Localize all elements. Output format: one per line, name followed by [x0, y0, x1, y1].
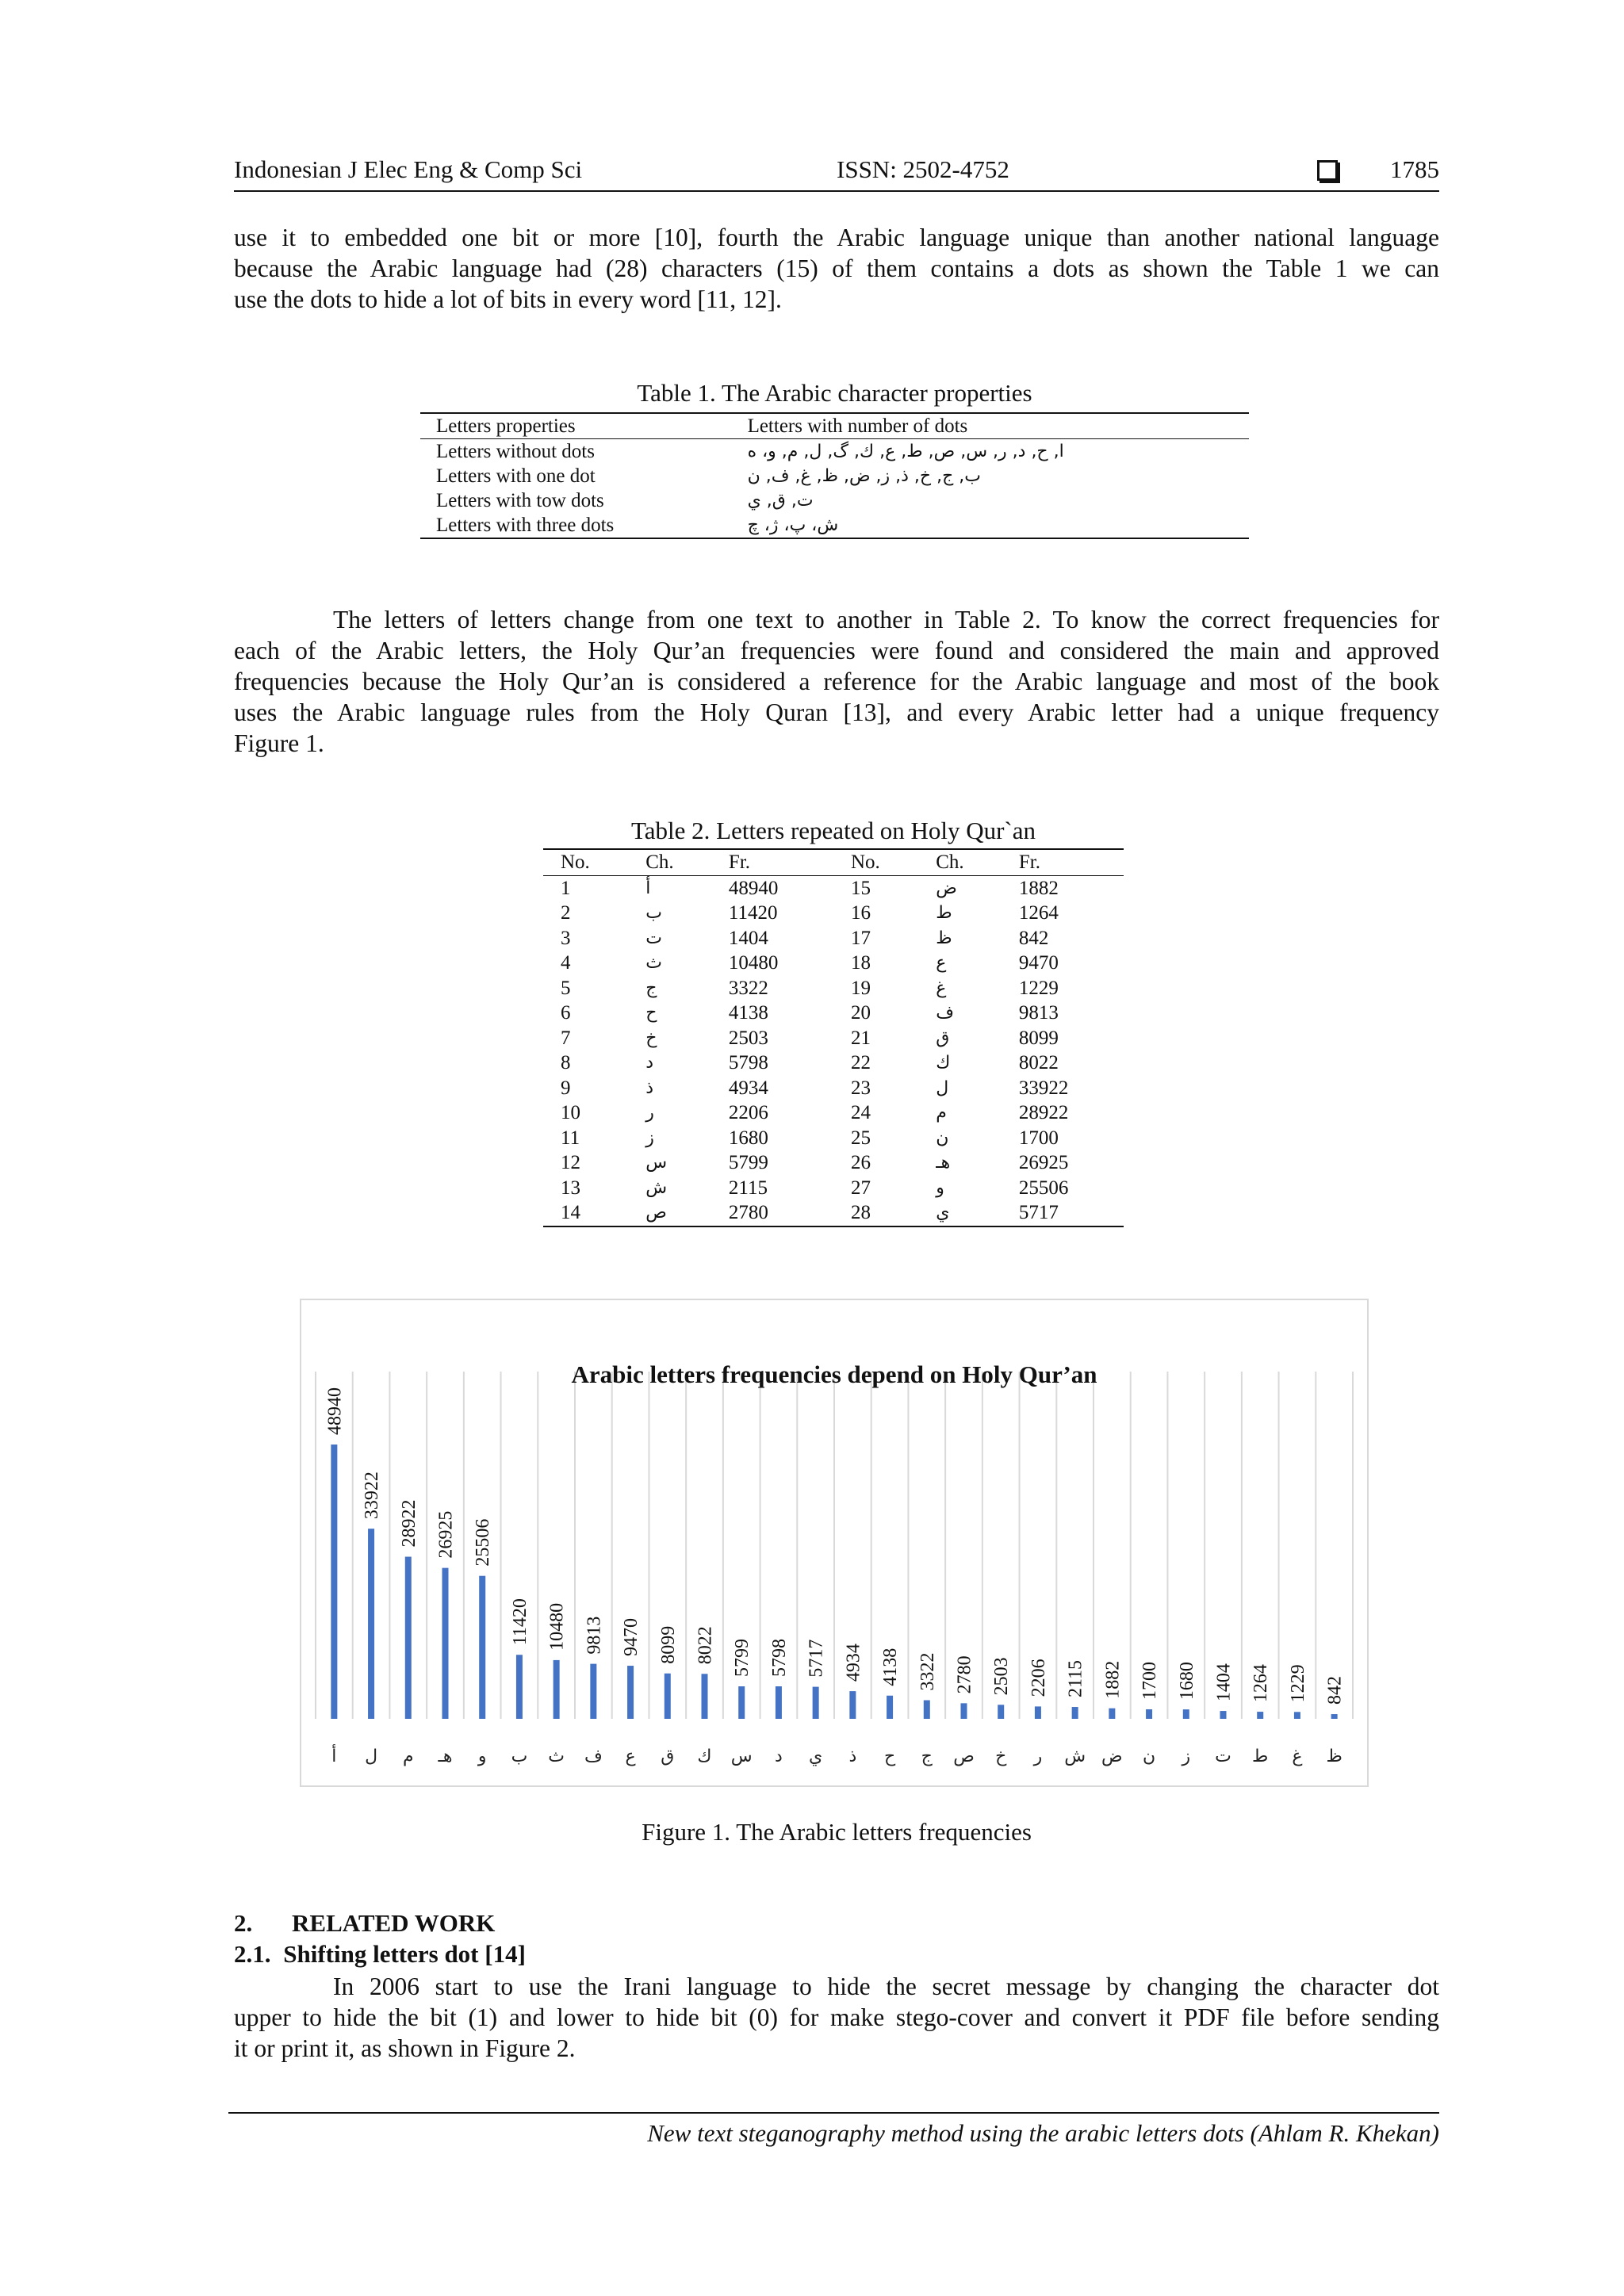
data-label: 2115 — [1065, 1659, 1086, 1698]
table-cell: 33922 — [1018, 1077, 1069, 1099]
page-number: 1785 — [1390, 155, 1439, 183]
table-row — [543, 1126, 1124, 1151]
table-cell: ص — [645, 1203, 667, 1223]
category-label: ع — [625, 1747, 636, 1766]
table-row — [543, 1001, 1124, 1026]
table-cell: Letters with one dot — [436, 465, 596, 487]
table-row — [543, 1200, 1124, 1226]
body-paragraph — [234, 604, 1439, 759]
category-label: ش — [1064, 1747, 1086, 1766]
data-label: 5799 — [732, 1639, 753, 1678]
table-cell: 1700 — [1018, 1127, 1059, 1149]
bar — [1183, 1709, 1189, 1719]
data-label: 10480 — [546, 1602, 568, 1651]
category-label: ج — [921, 1747, 933, 1766]
table-cell: 9 — [561, 1077, 571, 1099]
table-cell: ع — [936, 953, 947, 973]
category-label: ر — [1033, 1747, 1043, 1766]
category-label: ب — [511, 1747, 528, 1766]
table-cell: ل — [936, 1077, 949, 1098]
bar — [961, 1703, 967, 1719]
bar — [702, 1674, 708, 1719]
table-cell: ش، پ، ژ، چ — [747, 515, 839, 535]
table-header-cell: No. — [850, 851, 880, 873]
table-cell: 25 — [850, 1127, 871, 1149]
table-cell: 26 — [850, 1152, 871, 1173]
data-label: 25506 — [473, 1518, 494, 1567]
table-cell: 17 — [850, 927, 871, 949]
table-row — [543, 926, 1124, 951]
category-label: ض — [1101, 1747, 1123, 1766]
category-label: خ — [995, 1747, 1007, 1766]
table-cell: 10480 — [728, 952, 779, 974]
intro-paragraph — [234, 222, 1439, 315]
table-cell: أ — [645, 878, 651, 898]
data-label: 5717 — [806, 1639, 827, 1678]
bar — [516, 1655, 523, 1719]
text-line: In 2006 start to use the Irani language to hide the secret message by changing the character dot — [333, 1973, 1439, 2000]
table-cell: ح — [645, 1003, 657, 1023]
table-cell: 22 — [850, 1052, 871, 1073]
table-cell: ذ — [645, 1077, 654, 1098]
data-label: 48940 — [324, 1387, 346, 1435]
data-label: 1700 — [1139, 1661, 1161, 1700]
bar — [1035, 1706, 1041, 1719]
table-row — [420, 488, 1249, 513]
bar — [590, 1664, 596, 1719]
table-cell: 8099 — [1018, 1027, 1059, 1049]
data-label: 3322 — [917, 1652, 938, 1691]
table-row — [543, 1176, 1124, 1201]
table-cell: 8 — [561, 1052, 571, 1073]
text-line: each of the Arabic letters, the Holy Qur’an frequencies were found and considered the main and approved — [234, 637, 1439, 664]
table-cell: ن — [936, 1127, 949, 1148]
table-cell: 5799 — [728, 1152, 768, 1173]
table-cell: 25506 — [1018, 1177, 1069, 1199]
data-label: 1680 — [1176, 1662, 1197, 1701]
table-cell: ظ — [936, 928, 952, 948]
table-cell: ض — [936, 878, 957, 898]
table-cell: 11 — [561, 1127, 580, 1149]
table-cell: 2780 — [728, 1202, 768, 1223]
text-line: because the Arabic language had (28) characters (15) of them contains a dots as shown the Table 1 we can — [234, 254, 1439, 282]
data-label: 5798 — [768, 1639, 790, 1678]
bar — [1146, 1709, 1152, 1719]
section-number: 2. — [234, 1909, 253, 1937]
table-row — [543, 1050, 1124, 1076]
data-label: 8022 — [695, 1626, 716, 1665]
table-row — [543, 1150, 1124, 1176]
table-cell: 842 — [1018, 927, 1049, 949]
data-label: 9813 — [584, 1616, 605, 1655]
table-row — [543, 1076, 1124, 1101]
data-label: 9470 — [621, 1618, 642, 1657]
table-cell: 3322 — [728, 977, 768, 999]
data-label: 26925 — [435, 1510, 457, 1559]
table-cell: 4934 — [728, 1077, 768, 1099]
table-header-cell: Fr. — [728, 851, 751, 873]
table-header-cell: Fr. — [1018, 851, 1040, 873]
table-cell: 21 — [850, 1027, 871, 1049]
table-cell: د — [645, 1053, 654, 1073]
category-label: غ — [1292, 1747, 1303, 1766]
data-label: 2780 — [954, 1655, 975, 1694]
running-header — [234, 155, 1439, 190]
table-cell: 19 — [850, 977, 871, 999]
bar — [331, 1445, 337, 1719]
bar — [998, 1705, 1004, 1719]
category-label: د — [775, 1747, 783, 1766]
table-cell: 8022 — [1018, 1052, 1059, 1073]
table-cell: ت, ق, ي — [747, 491, 814, 511]
table-cell: 11420 — [728, 902, 778, 924]
table-cell: ث — [645, 953, 662, 973]
text-line: it or print it, as shown in Figure 2. — [234, 2034, 576, 2062]
table-header-cell: Ch. — [645, 851, 674, 873]
bar — [1331, 1714, 1338, 1719]
table-cell: خ — [645, 1027, 657, 1048]
bar — [813, 1687, 819, 1719]
category-label: س — [730, 1747, 753, 1766]
data-label: 1229 — [1287, 1664, 1308, 1703]
table-cell: 23 — [850, 1077, 871, 1099]
bar — [405, 1557, 412, 1719]
table-cell: 20 — [850, 1002, 871, 1024]
category-label: ت — [1215, 1747, 1231, 1766]
table-cell: 15 — [850, 877, 871, 899]
category-label: م — [402, 1747, 414, 1766]
table-cell: 4 — [561, 952, 571, 974]
figure-caption: Figure 1. The Arabic letters frequencies — [642, 1818, 1032, 1846]
bar — [1109, 1709, 1115, 1719]
table-cell: 2 — [561, 902, 571, 924]
data-label: 11420 — [509, 1598, 530, 1646]
table-cell: ش — [645, 1177, 668, 1198]
table-cell: 24 — [850, 1102, 871, 1123]
category-label: ظ — [1326, 1747, 1342, 1766]
table-cell: 1882 — [1018, 877, 1059, 899]
table-cell: 13 — [561, 1177, 580, 1199]
bar — [665, 1674, 671, 1719]
data-label: 33922 — [362, 1471, 383, 1520]
category-label: ق — [661, 1747, 675, 1766]
data-label: 4934 — [843, 1644, 864, 1682]
category-label: ك — [697, 1747, 712, 1766]
category-label: ي — [809, 1747, 823, 1766]
table-cell: ي — [936, 1203, 950, 1223]
table-row — [420, 513, 1249, 538]
table-cell: 5717 — [1018, 1202, 1059, 1223]
table-cell: ق — [936, 1027, 950, 1048]
table-cell: ا, ح, د, ر, س, ص, ط, ع, ك, گ, ل, م, و، ه — [747, 442, 1064, 461]
table-cell: 18 — [850, 952, 871, 974]
subsection-number: 2.1. — [234, 1940, 271, 1968]
bar — [924, 1701, 930, 1719]
table-cell: ز — [645, 1127, 654, 1148]
table-cell: ج — [645, 978, 657, 998]
text-line: Figure 1. — [234, 729, 324, 757]
table-row — [543, 1026, 1124, 1051]
table-cell: م — [936, 1103, 947, 1123]
bar — [553, 1660, 560, 1719]
category-label: ذ — [848, 1747, 857, 1766]
subsection-title: Shifting letters dot [14] — [283, 1940, 526, 1968]
table-cell: Letters with tow dots — [436, 490, 604, 511]
table-cell: و — [936, 1177, 944, 1198]
table-cell: غ — [936, 978, 947, 998]
table-cell: 27 — [850, 1177, 871, 1199]
data-label: 1882 — [1102, 1660, 1124, 1699]
data-label: 1264 — [1251, 1664, 1272, 1703]
bar — [627, 1666, 634, 1719]
table-cell: 28 — [850, 1202, 871, 1223]
table-row — [420, 464, 1249, 488]
category-label: ط — [1252, 1747, 1269, 1766]
table-cell: 9813 — [1018, 1002, 1059, 1024]
table-cell: 2115 — [728, 1177, 768, 1199]
category-label: ح — [883, 1747, 896, 1766]
data-label: 4138 — [880, 1647, 902, 1686]
bar — [442, 1568, 449, 1719]
table-header-cell: Letters properties — [436, 415, 576, 437]
category-label: ص — [953, 1747, 975, 1766]
table-cell: 48940 — [728, 877, 779, 899]
table-cell: ط — [936, 903, 952, 923]
table1 — [420, 412, 1249, 539]
table-row — [543, 901, 1124, 926]
section-title: RELATED WORK — [292, 1909, 496, 1937]
table-cell: 1264 — [1018, 902, 1059, 924]
table-cell: هـ — [936, 1153, 951, 1173]
bar — [479, 1576, 485, 1719]
category-label: ف — [584, 1747, 603, 1766]
table-cell: ر — [645, 1103, 654, 1123]
data-label: 842 — [1324, 1676, 1346, 1705]
data-label: 2206 — [1028, 1659, 1049, 1697]
table-cell: 1680 — [728, 1127, 768, 1149]
table2-caption: Table 2. Letters repeated on Holy Qur`an — [631, 817, 1036, 844]
category-label: ن — [1142, 1747, 1156, 1766]
table-cell: 2503 — [728, 1027, 768, 1049]
table-row — [543, 1100, 1124, 1126]
table-header-cell: Ch. — [936, 851, 964, 873]
bar — [738, 1686, 745, 1719]
text-line: The letters of letters change from one text to another in Table 2. To know the correct frequencies for — [333, 606, 1439, 633]
table-cell: ف — [936, 1003, 954, 1023]
bar — [887, 1696, 893, 1719]
table-cell: 14 — [561, 1202, 580, 1223]
category-label: ز — [1182, 1747, 1191, 1766]
table-row — [543, 976, 1124, 1001]
running-footer: New text steganography method using the arabic letters dots (Ahlam R. Khekan) — [647, 2119, 1439, 2147]
issn: ISSN: 2502-4752 — [837, 155, 1009, 183]
chart-title: Arabic letters frequencies depend on Holy Qur’an — [571, 1360, 1097, 1388]
category-label: هـ — [438, 1747, 453, 1766]
bar — [1294, 1712, 1300, 1719]
table-cell: 10 — [561, 1102, 580, 1123]
category-label: و — [477, 1747, 487, 1766]
frequency-chart — [300, 1299, 1369, 1787]
bar — [849, 1691, 856, 1719]
table-cell: 6 — [561, 1002, 571, 1024]
bar — [776, 1686, 782, 1719]
table-cell: 16 — [850, 902, 871, 924]
table-cell: Letters without dots — [436, 441, 595, 462]
table-cell: 1 — [561, 877, 571, 899]
bar — [1220, 1711, 1227, 1719]
table-cell: 3 — [561, 927, 571, 949]
category-label: ث — [548, 1747, 565, 1766]
table-cell: 7 — [561, 1027, 571, 1049]
table-cell: ت — [645, 928, 662, 948]
table-cell: 5 — [561, 977, 571, 999]
table-cell: س — [645, 1153, 668, 1173]
data-label: 2503 — [991, 1657, 1013, 1696]
table-cell: 12 — [561, 1152, 580, 1173]
text-line: upper to hide the bit (1) and lower to hide bit (0) for make stego-cover and convert it PDF file before sending — [234, 2003, 1439, 2031]
table-row — [420, 439, 1249, 465]
bar — [1257, 1712, 1263, 1719]
bar — [1072, 1707, 1078, 1719]
text-line: use the dots to hide a lot of bits in every word [11, 12]. — [234, 285, 782, 313]
table-header-row — [420, 413, 1249, 439]
table-cell: Letters with three dots — [436, 515, 615, 536]
table-cell: 2206 — [728, 1102, 768, 1123]
data-label: 28922 — [398, 1499, 419, 1548]
table-header-cell: Letters with number of dots — [747, 415, 968, 437]
data-label: 8099 — [657, 1625, 679, 1664]
footer-rule — [228, 2112, 1439, 2114]
header-rule — [234, 190, 1439, 192]
category-label: أ — [331, 1747, 337, 1766]
bar — [368, 1529, 374, 1719]
text-line: uses the Arabic language rules from the Holy Quran [13], and every Arabic letter had a unique frequency — [234, 698, 1439, 726]
body-paragraph — [234, 1971, 1439, 2064]
text-line: use it to embedded one bit or more [10], fourth the Arabic language unique than another national language — [234, 224, 1439, 251]
table-cell: 5798 — [728, 1052, 768, 1073]
table-header-cell: No. — [561, 851, 590, 873]
text-line: frequencies because the Holy Qur’an is considered a reference for the Arabic language and most of the book — [234, 668, 1439, 695]
table-cell: 28922 — [1018, 1102, 1069, 1123]
chart-svg — [301, 1300, 1367, 1785]
table-row — [543, 875, 1124, 901]
table1-caption: Table 1. The Arabic character properties — [637, 379, 1032, 407]
data-label: 1404 — [1213, 1663, 1235, 1702]
table-cell: 26925 — [1018, 1152, 1069, 1173]
table-cell: 9470 — [1018, 952, 1059, 974]
table-cell: 1404 — [728, 927, 768, 949]
square-bullet-icon — [1317, 160, 1338, 181]
table-cell: ب, ج, خ, ذ, ز, ض, ظ, غ, ف, ن — [747, 466, 982, 486]
table-cell: 4138 — [728, 1002, 768, 1024]
subsection-heading — [234, 1940, 526, 1969]
table-cell: ب — [645, 903, 662, 923]
table-row — [543, 951, 1124, 976]
table-cell: 1229 — [1018, 977, 1059, 999]
journal-name: Indonesian J Elec Eng & Comp Sci — [234, 155, 583, 183]
table-header-row — [543, 849, 1124, 875]
section-heading — [234, 1909, 495, 1938]
table2 — [543, 848, 1124, 1227]
category-label: ل — [365, 1747, 378, 1766]
table-cell: ك — [936, 1053, 951, 1073]
